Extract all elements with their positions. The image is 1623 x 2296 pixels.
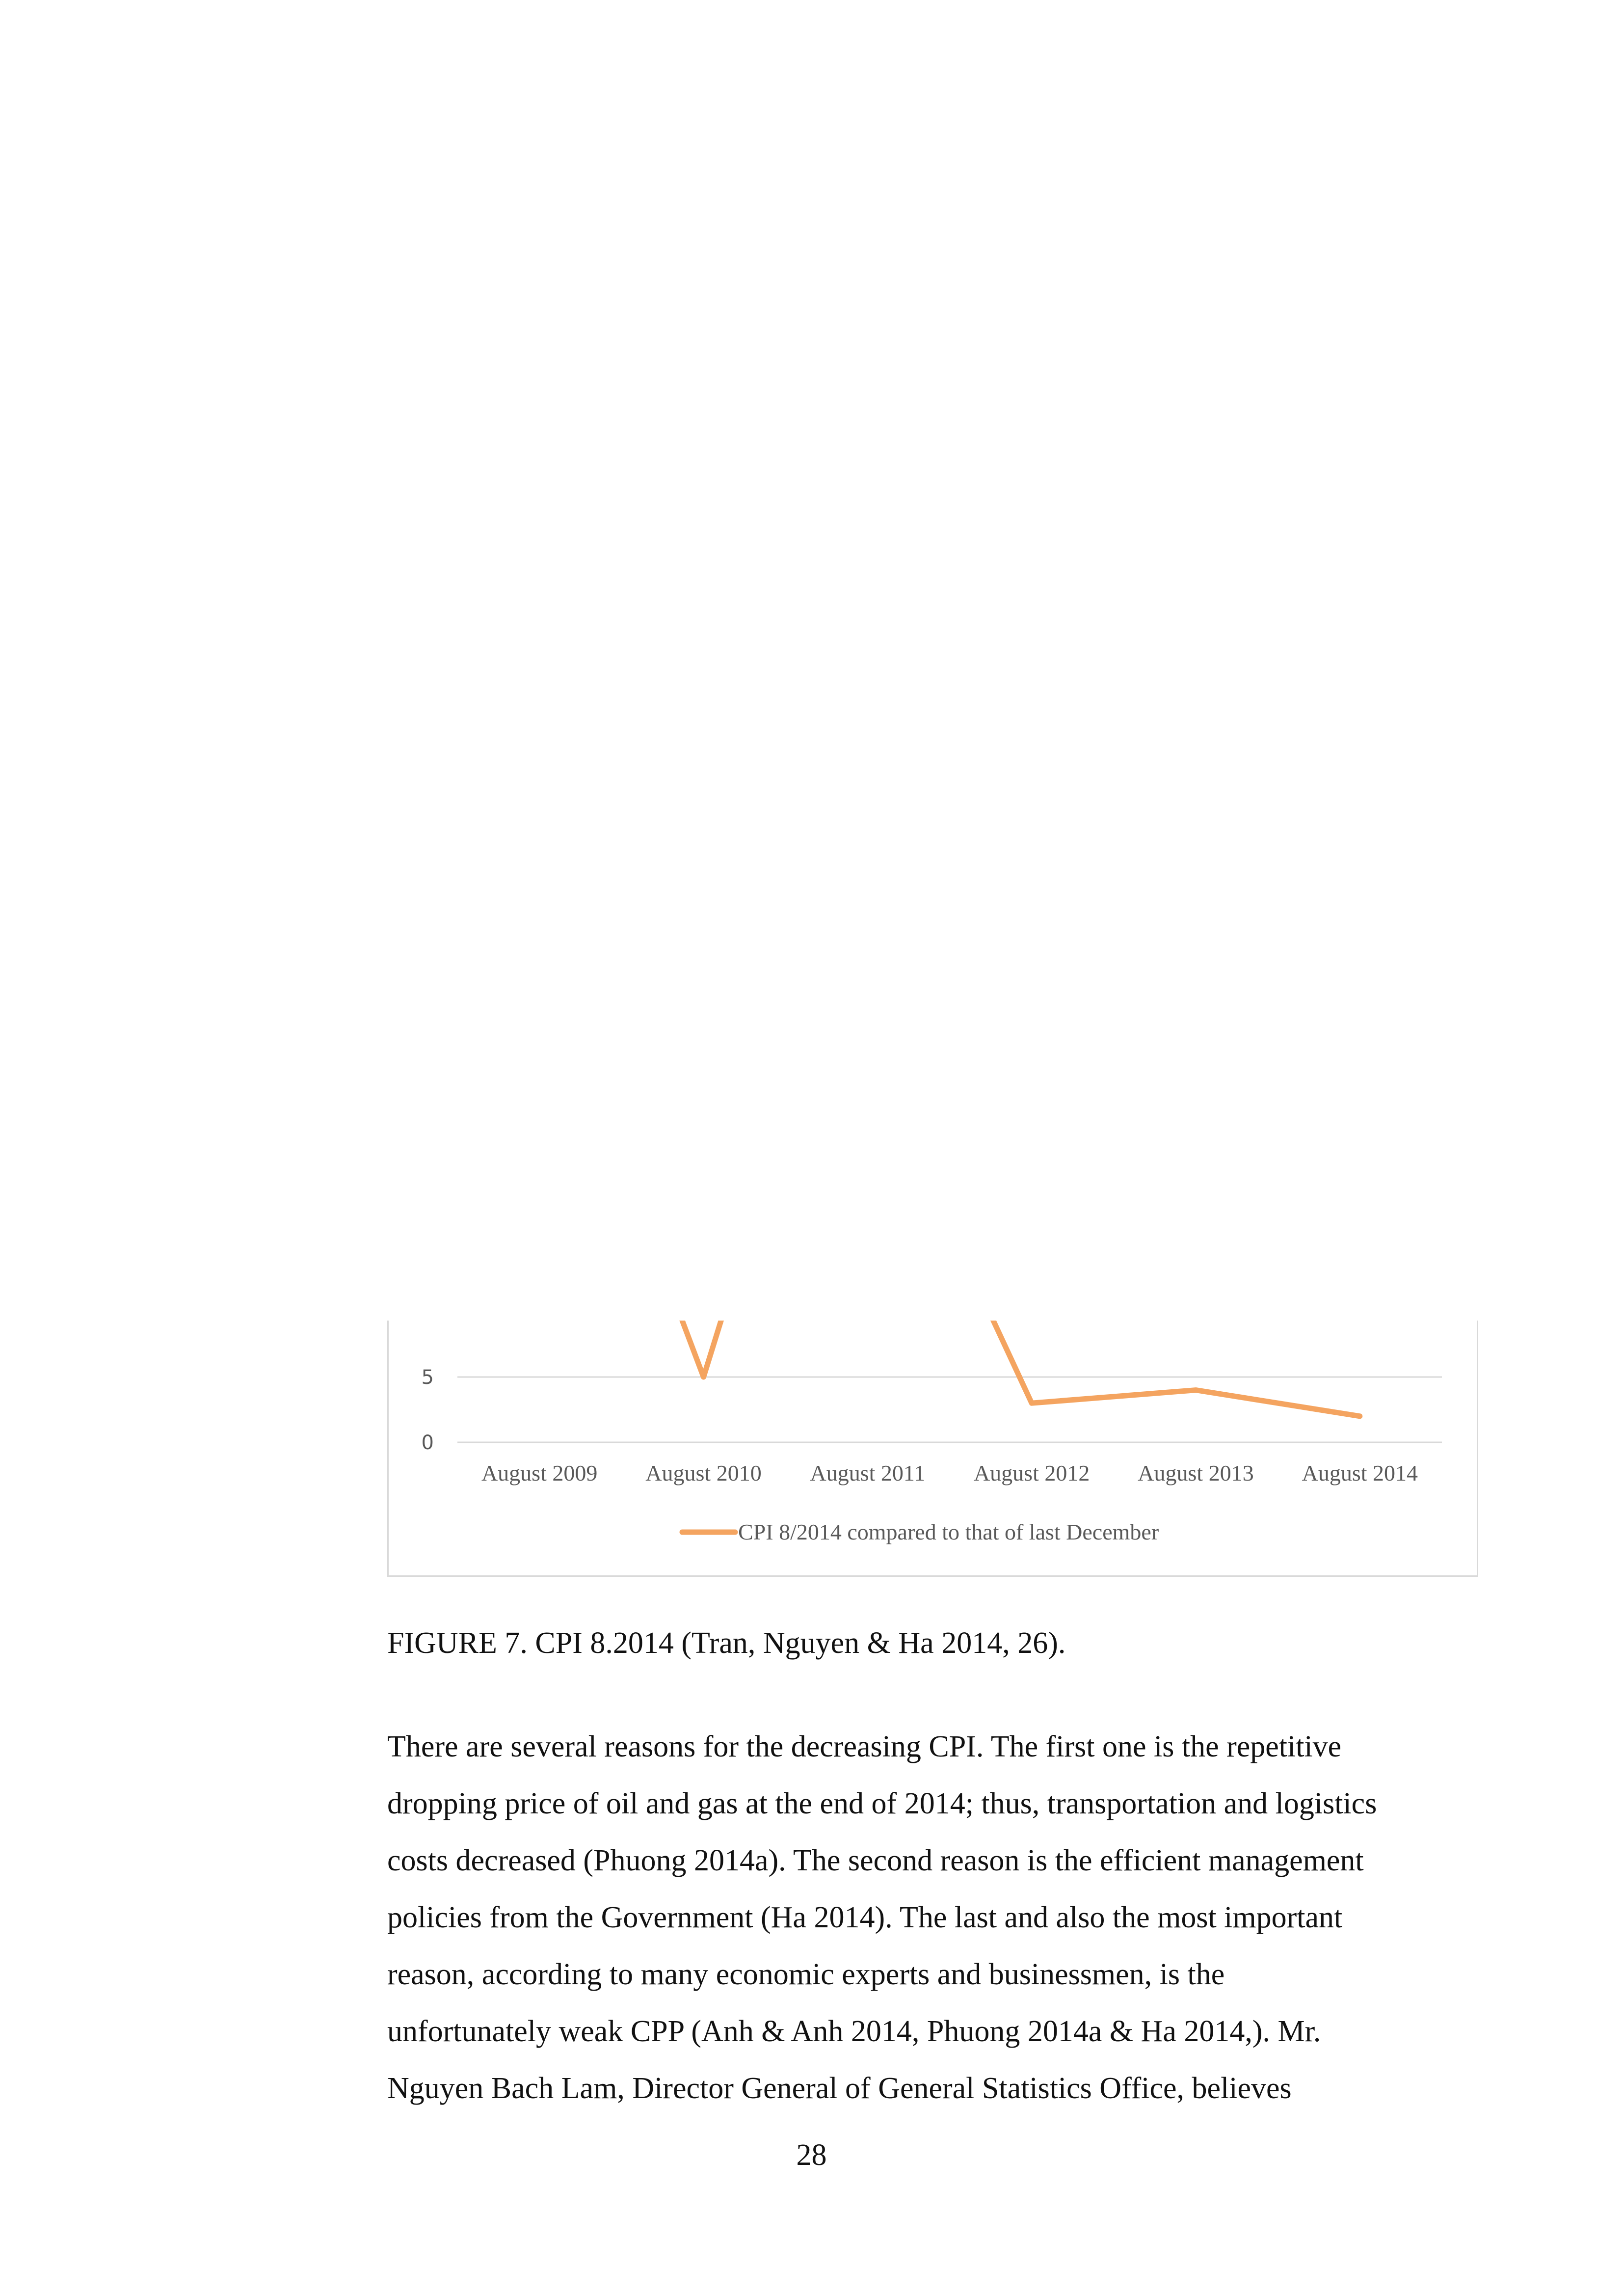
page-number: 28 bbox=[796, 2138, 827, 2172]
chart-container bbox=[387, 1321, 1478, 1577]
legend-label: CPI 8/2014 compared to that of last December bbox=[738, 1519, 1159, 1544]
paragraph-line: policies from the Government (Ha 2014). The last and also the most important bbox=[387, 1901, 1343, 1934]
x-tick-label: August 2014 bbox=[1302, 1460, 1418, 1486]
x-tick-label: August 2012 bbox=[973, 1460, 1090, 1486]
x-tick-label: August 2013 bbox=[1138, 1460, 1254, 1486]
paragraph-line: Nguyen Bach Lam, Director General of General Statistics Office, believes bbox=[387, 2072, 1292, 2105]
paragraph-line: costs decreased (Phuong 2014a). The second reason is the efficient management bbox=[387, 1844, 1364, 1877]
paragraph-line: dropping price of oil and gas at the end of 2014; thus, transportation and logistics bbox=[387, 1787, 1377, 1820]
figure-caption: FIGURE 7. CPI 8.2014 (Tran, Nguyen & Ha 2014, 26). bbox=[387, 1626, 1066, 1660]
series-line-cpi bbox=[902, 1321, 1360, 1416]
x-tick-label: August 2010 bbox=[645, 1460, 762, 1486]
y-tick-label: 5 bbox=[421, 1366, 434, 1389]
paragraph-line: unfortunately weak CPP (Anh & Anh 2014, Phuong 2014a & Ha 2014,). Mr. bbox=[387, 2015, 1321, 2048]
paragraph-line: reason, according to many economic experts and businessmen, is the bbox=[387, 1958, 1225, 1991]
body-paragraph bbox=[387, 1718, 1496, 2117]
y-tick-label: 0 bbox=[421, 1432, 434, 1454]
series-line-cpi bbox=[608, 1321, 782, 1377]
cpi-line-chart bbox=[389, 1321, 1480, 1577]
x-tick-label: August 2009 bbox=[481, 1460, 598, 1486]
paragraph-line: There are several reasons for the decreasing CPI. The first one is the repetitive bbox=[387, 1730, 1342, 1763]
x-tick-label: August 2011 bbox=[810, 1460, 926, 1486]
